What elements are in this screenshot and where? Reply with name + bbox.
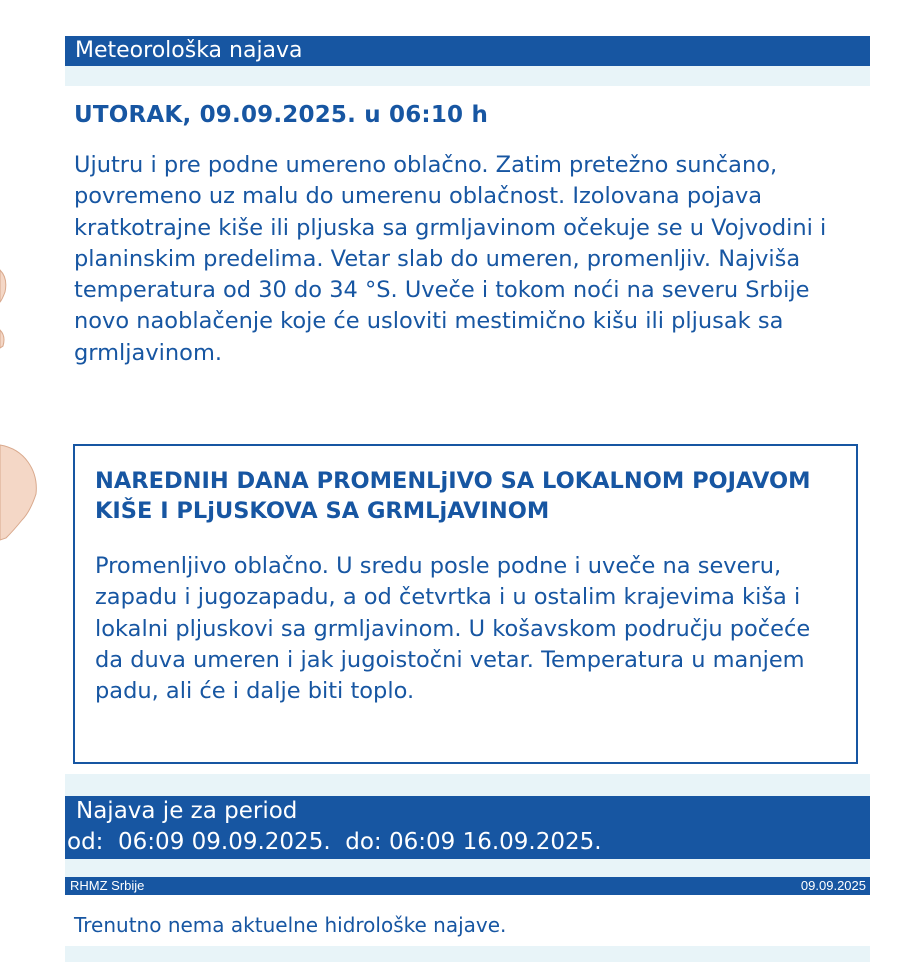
divider-strip bbox=[65, 66, 870, 86]
divider-strip bbox=[65, 946, 870, 962]
hydro-message: Trenutno nema aktuelne hidrološke najave. bbox=[74, 913, 507, 937]
panel-title: Meteorološka najava bbox=[65, 36, 870, 66]
divider-strip bbox=[65, 859, 870, 877]
source-bar bbox=[65, 877, 870, 895]
forecast-text: Ujutru i pre podne umereno oblačno. Zatim pretežno sunčano, povremeno uz malu do umerenu oblačnost. Izolovana pojava kratkotrajne kiše ili pljuska sa grmljavinom očekuje se u Vojvodini i planinskim predelima. Vetar slab do umeren, promenljiv. Najviša temperatura od 30 do 34 °S. Uveče i tokom noći na severu Srbije novo naoblačenje koje će usloviti mestimično kišu ili pljusak sa grmljavinom. bbox=[74, 152, 827, 366]
outlook-text: Promenljivo oblačno. U sredu posle podne i uveče na severu, zapadu i jugozapadu, a od četvrtka i u ostalim krajevima kiša i lokalni pljuskovi sa grmljavinom. U košavskom području počeće da duva umeren i jak jugoistočni vetar. Temperatura u manjem padu, ali će i dalje biti toplo. bbox=[95, 553, 811, 705]
source-name: RHMZ Srbije bbox=[70, 878, 145, 893]
validity-period-bar bbox=[65, 796, 870, 859]
forecast-panel bbox=[65, 36, 870, 937]
outlook-box bbox=[73, 444, 858, 764]
divider-strip bbox=[65, 774, 870, 796]
source-date: 09.09.2025 bbox=[800, 878, 866, 893]
period-label: Najava je za period bbox=[76, 798, 298, 824]
map-fragment-graphic bbox=[0, 0, 60, 962]
forecast-date-heading: UTORAK, 09.09.2025. u 06:10 h bbox=[74, 102, 489, 128]
outlook-heading: NAREDNIH DANA PROMENLjIVO SA LOKALNOM POJAVOM KIŠE I PLjUSKOVA SA GRMLjAVINOM bbox=[95, 468, 811, 524]
period-range: od: 06:09 09.09.2025. do: 06:09 16.09.2025. bbox=[67, 829, 602, 855]
